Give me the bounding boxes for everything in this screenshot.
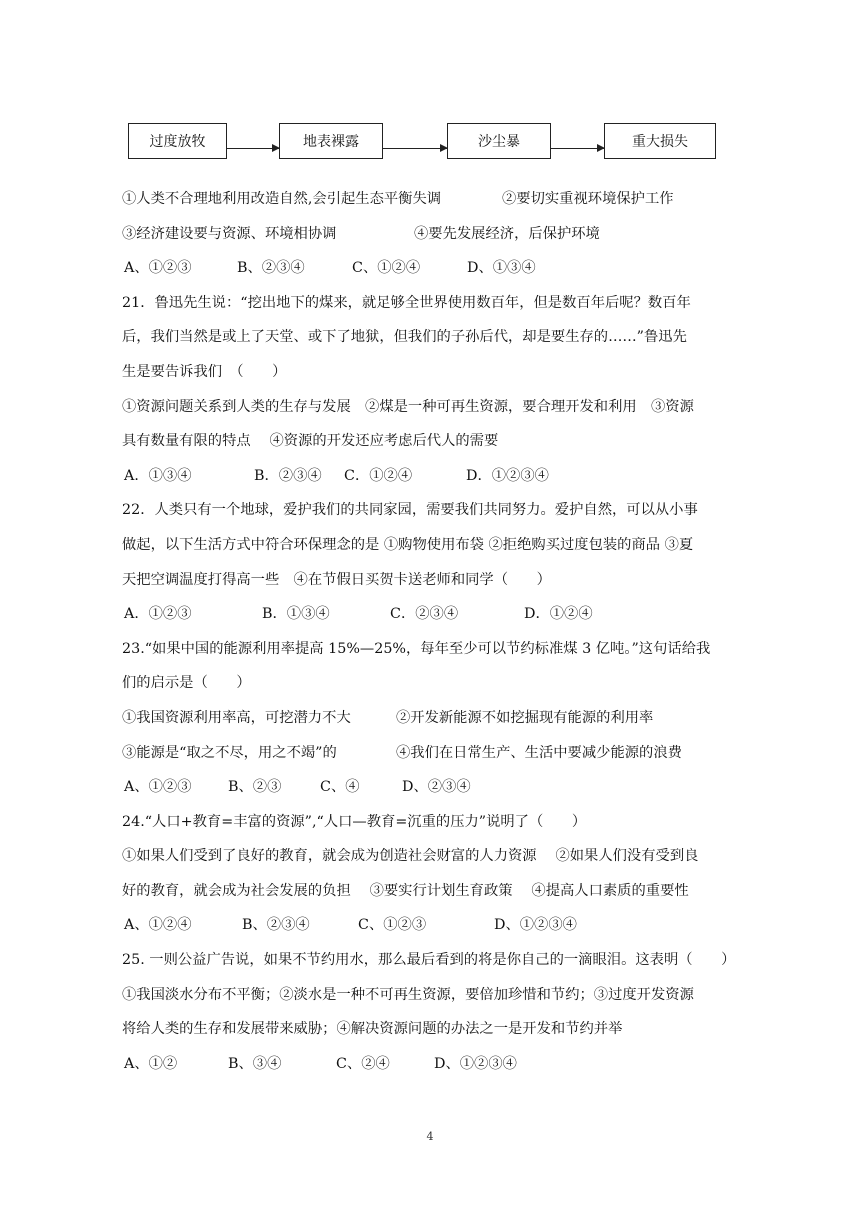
- question-24-text: 24.“人口+教育=丰富的资源”,“人口—教育=沉重的压力”说明了（ ）: [122, 813, 587, 830]
- question-23-text: 们的启示是（ ）: [122, 675, 251, 692]
- statement-3: ③经济建设要与资源、环境相协调: [122, 225, 337, 242]
- option-b: B、②③: [228, 779, 282, 796]
- flow-arrow-3: [551, 148, 604, 149]
- text-line: [122, 566, 742, 601]
- question-22-text: 天把空调温度打得高一些 ④在节假日买贺卡送老师和同学（ ）: [122, 571, 551, 588]
- option-a: A、①②③: [124, 260, 192, 277]
- option-c: C．①②④: [344, 467, 413, 484]
- option-d: D．①②④: [524, 606, 593, 623]
- text-line: [122, 669, 742, 704]
- question-25-text: 25. 一则公益广告说，如果不节约用水，那么最后看到的将是你自己的一滴眼泪。这表明（ ）: [122, 952, 736, 969]
- option-c: C、②④: [336, 1055, 390, 1072]
- statement-4: ④要先发展经济，后保护环境: [414, 225, 600, 242]
- statement-line: ①我国淡水分布不平衡；②淡水是一种不可再生资源，要倍加珍惜和节约；③过度开发资源: [122, 986, 694, 1003]
- option-c: C、④: [320, 779, 360, 796]
- statement-line: 具有数量有限的特点 ④资源的开发还应考虑后代人的需要: [122, 433, 499, 450]
- option-a: A、①②③: [124, 779, 192, 796]
- option-d: D、②③④: [402, 779, 471, 796]
- flow-node-major-loss: 重大损失: [604, 123, 716, 159]
- text-line: [122, 358, 742, 393]
- option-a: A、①②: [124, 1055, 178, 1072]
- option-a: A．①③④: [124, 467, 192, 484]
- text-line: [122, 427, 742, 462]
- text-line: [122, 808, 742, 843]
- option-c: C、①②④: [352, 260, 421, 277]
- option-c: C、①②③: [358, 917, 427, 934]
- text-line: [122, 635, 742, 670]
- flow-arrow-1: [227, 148, 279, 149]
- options-line: [122, 773, 742, 808]
- text-line: [122, 946, 742, 981]
- flow-node-bare-surface: 地表裸露: [279, 123, 383, 159]
- question-21-text: 生是要告诉我们 （ ）: [122, 363, 287, 380]
- statement-line: ①如果人们受到了良好的教育，就会成为创造社会财富的人力资源 ②如果人们没有受到良: [122, 848, 699, 865]
- statement-line: ①资源问题关系到人类的生存与发展 ②煤是一种可再生资源，要合理开发和利用 ③资源: [122, 398, 694, 415]
- statement-2: ②要切实重视环境保护工作: [502, 191, 674, 207]
- option-b: B．②③④: [254, 467, 322, 484]
- question-21-text: 21．鲁迅先生说：“挖出地下的煤来，就足够全世界使用数百年，但是数百年后呢？数百年: [122, 294, 691, 311]
- flow-node-overgrazing: 过度放牧: [128, 123, 227, 159]
- text-line: [122, 877, 742, 912]
- text-line: [122, 185, 742, 220]
- option-b: B、②③④: [237, 260, 305, 277]
- options-line: [122, 254, 742, 289]
- text-line: [122, 323, 742, 358]
- text-line: [122, 842, 742, 877]
- flowchart: [128, 123, 718, 161]
- options-line: [122, 600, 742, 635]
- statement-4: ④我们在日常生产、生活中要减少能源的浪费: [396, 744, 682, 761]
- options-line: [122, 462, 742, 497]
- option-b: B、②③④: [242, 917, 310, 934]
- question-23-text: 23.“如果中国的能源利用率提高 15%—25%，每年至少可以节约标准煤 3 亿吨。”这句话给我: [122, 640, 711, 657]
- text-line: [122, 981, 742, 1016]
- option-b: B．①③④: [262, 606, 330, 623]
- text-line: [122, 220, 742, 255]
- statement-line: 好的教育，就会成为社会发展的负担 ③要实行计划生育政策 ④提高人口素质的重要性: [122, 882, 689, 899]
- option-d: D、①③④: [467, 260, 536, 277]
- flow-node-sandstorm: 沙尘暴: [447, 123, 551, 159]
- options-line: [122, 911, 742, 946]
- text-line: [122, 531, 742, 566]
- question-text: [122, 185, 742, 1084]
- text-line: [122, 1015, 742, 1050]
- question-22-text: 22．人类只有一个地球，爱护我们的共同家园，需要我们共同努力。爱护自然，可以从小事: [122, 502, 698, 519]
- option-d: D、①②③④: [434, 1055, 517, 1072]
- text-line: [122, 393, 742, 428]
- page-number: 4: [426, 1130, 434, 1143]
- text-line: [122, 496, 742, 531]
- flow-arrow-2: [383, 148, 447, 149]
- options-line: [122, 1050, 742, 1085]
- option-a: A．①②③: [124, 606, 192, 623]
- option-a: A、①②④: [124, 917, 192, 934]
- option-d: D．①②③④: [466, 467, 549, 484]
- statement-3: ③能源是“取之不尽，用之不竭”的: [122, 744, 337, 761]
- statement-2: ②开发新能源不如挖掘现有能源的利用率: [396, 709, 654, 726]
- text-line: [122, 289, 742, 324]
- question-21-text: 后，我们当然是或上了天堂、或下了地狱，但我们的子孙后代，却是要生存的……”鲁迅先: [122, 329, 687, 346]
- option-b: B、③④: [228, 1055, 282, 1072]
- text-line: [122, 739, 742, 774]
- statement-1: ①我国资源利用率高，可挖潜力不大: [122, 709, 351, 726]
- statement-1: ①人类不合理地利用改造自然,会引起生态平衡失调: [122, 191, 442, 207]
- question-22-text: 做起，以下生活方式中符合环保理念的是 ①购物使用布袋 ②拒绝购买过度包装的商品 ③夏: [122, 536, 694, 553]
- statement-line: 将给人类的生存和发展带来威胁；④解决资源问题的办法之一是开发和节约并举: [122, 1021, 623, 1038]
- text-line: [122, 704, 742, 739]
- option-c: C．②③④: [390, 606, 459, 623]
- option-d: D、①②③④: [494, 917, 577, 934]
